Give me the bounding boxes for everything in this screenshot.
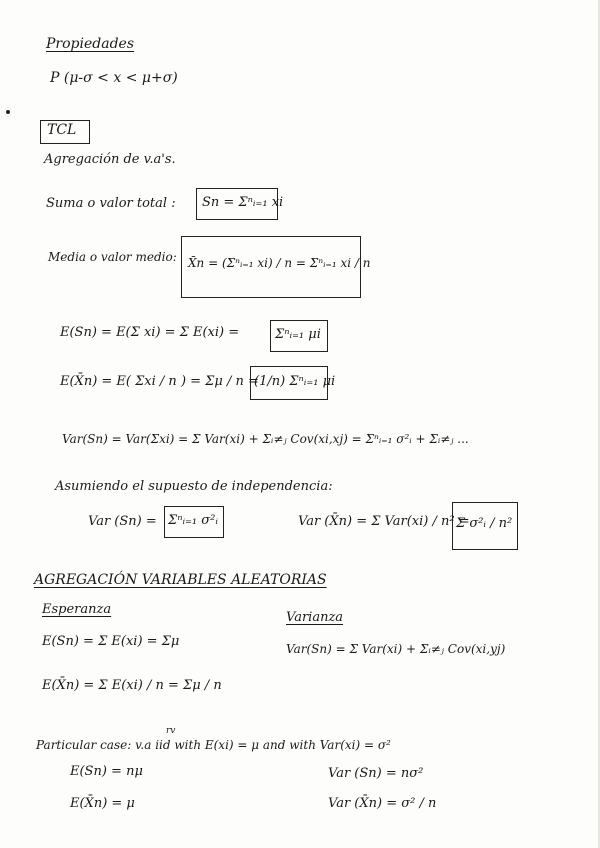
agg-e-sn: E(Sn) = Σ E(xi) = Σμ bbox=[42, 634, 180, 649]
particular-e-xn: E(X̄n) = μ bbox=[70, 796, 135, 811]
e-xn-line: E(X̄n) = E( Σxi / n ) = Σμ / n = bbox=[60, 374, 259, 389]
probability-formula: P (μ-σ < x < μ+σ) bbox=[50, 70, 178, 86]
particular-var-sn: Var (Sn) = nσ² bbox=[328, 766, 424, 781]
propiedades-title: Propiedades bbox=[46, 36, 135, 52]
var-sn-ind-box-formula: Σⁿᵢ₌₁ σ²ᵢ bbox=[168, 513, 218, 528]
agregacion-subtitle: Agregación de v.a's. bbox=[44, 152, 176, 167]
var-xn-ind: Var (X̄n) = Σ Var(xi) / n² = bbox=[298, 514, 470, 529]
agg-var-sn: Var(Sn) = Σ Var(xi) + Σᵢ≠ⱼ Cov(xi,yj) bbox=[286, 642, 506, 656]
e-sn-line: E(Sn) = E(Σ xi) = Σ E(xi) = bbox=[60, 325, 240, 340]
particular-e-sn: E(Sn) = nμ bbox=[70, 764, 143, 779]
media-label: Media o valor medio: bbox=[48, 250, 177, 264]
var-sn-ind: Var (Sn) = bbox=[88, 514, 157, 529]
particular-var-xn: Var (X̄n) = σ² / n bbox=[328, 796, 437, 811]
e-xn-box-formula: (1/n) Σⁿᵢ₌₁ μi bbox=[254, 374, 336, 389]
rv-note: rv bbox=[166, 726, 176, 736]
esperanza-heading: Esperanza bbox=[42, 602, 112, 617]
suma-label: Suma o valor total : bbox=[46, 196, 176, 211]
varianza-heading: Varianza bbox=[286, 610, 344, 625]
particular-case: Particular case: v.a iid with E(xi) = μ and with Var(xi) = σ² bbox=[36, 738, 391, 752]
var-sn-line: Var(Sn) = Var(Σxi) = Σ Var(xi) + Σᵢ≠ⱼ Cov(xi,xj) = Σⁿᵢ₌₁ σ²ᵢ + Σᵢ≠ⱼ ... bbox=[62, 432, 469, 446]
margin-dot bbox=[6, 110, 10, 114]
assume-independence: Asumiendo el supuesto de independencia: bbox=[55, 479, 333, 494]
agg-e-xn: E(X̄n) = Σ E(xi) / n = Σμ / n bbox=[42, 678, 222, 693]
e-sn-box-formula: Σⁿᵢ₌₁ μi bbox=[275, 327, 321, 342]
agregacion-title: AGREGACIÓN VARIABLES ALEATORIAS bbox=[34, 572, 327, 588]
media-formula: X̄n = (Σⁿᵢ₌₁ xi) / n = Σⁿᵢ₌₁ xi / n bbox=[188, 256, 371, 270]
tcl-label: TCL bbox=[47, 122, 77, 138]
var-xn-ind-box-formula: Σ σ²ᵢ / n² bbox=[456, 516, 513, 531]
suma-formula: Sn = Σⁿᵢ₌₁ xi bbox=[202, 195, 284, 210]
